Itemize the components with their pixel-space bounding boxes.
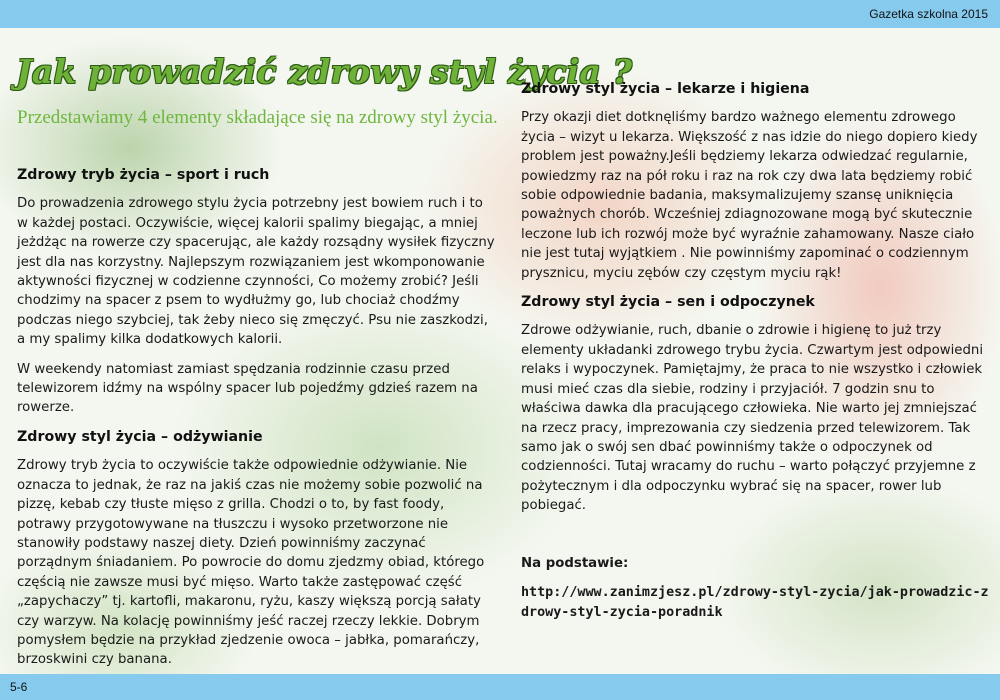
- paragraph: Zdrowe odżywianie, ruch, dbanie o zdrowie i higienę to już trzy elementy układanki zdrowego trybu życia. Czwartym jest odpowiedni relaks i wypoczynek. Pamiętajmy, że praca to nie wszystko i człowiek musi mieć czas dla siebie, rodziny i przyjaciół. 7 godzin snu to właściwa dawka dla pracującego człowieka. Nie warto jej zmniejszać na rzecz pracy, imprezowania czy siedzenia przed telewizorem. Tak samo jak o swój sen dbać powinniśmy także o odpoczynek od codzienności. Tutaj wracamy do ruchu – warto połączyć przyjemne z pożytecznym i dla odpoczynku wybrać się na spacer, rower lub pobiegać.: [521, 323, 984, 514]
- left-column: [17, 166, 495, 680]
- section-nutrition: [17, 428, 495, 670]
- section-heading: Zdrowy styl życia – lekarze i higiena: [521, 81, 810, 97]
- page-number: 5-6: [10, 680, 28, 694]
- section-doctors-hygiene: [521, 80, 991, 283]
- section-sport: [17, 166, 495, 418]
- paragraph: Przy okazji diet dotknęliśmy bardzo ważnego elementu zdrowego życia – wizyt u lekarza. Większość z nas idzie do niego dopiero kiedy problem jest poważny.Jeśli będziemy lekarza odwiedzać regularnie, powiedzmy raz na pół roku i raz na rok czy dwa lata będziemy robić sobie odpowiednie badania, maksymalizujemy szansę uniknięcia poważnych chorób. Wcześniej zdiagnozowane mogą być skutecznie leczone lub ich rozwój może być wyraźnie zahamowany. Nasze ciało nie jest tutaj wyjątkiem . Nie powinniśmy zapominać o codziennym prysznicu, myciu zębów czy częstym myciu rąk!: [521, 110, 978, 281]
- publication-name: Gazetka szkolna 2015: [869, 7, 988, 21]
- paragraph: W weekendy natomiast zamiast spędzania rodzinnie czasu przed telewizorem idźmy na wspólny spacer lub pojedźmy gdzieś razem na rowerze.: [17, 361, 478, 416]
- section-heading: Zdrowy tryb życia – sport i ruch: [17, 167, 270, 183]
- article-title: Jak prowadzić zdrowy styl życia ?: [16, 52, 633, 91]
- source-link[interactable]: http://www.zanimzjesz.pl/zdrowy-styl-zycia/jak-prowadzic-zdrowy-styl-zycia-poradnik: [521, 584, 989, 620]
- paragraph: Do prowadzenia zdrowego stylu życia potrzebny jest bowiem ruch i to w każdej postaci. Oczywiście, więcej kalorii spalimy biegając, a mniej jeżdżąc na rowerze czy spacerując, ale każdy rozsądny wysiłek fizyczny jest dla nas korzystny. Najlepszym rozwiązaniem jest wkomponowanie aktywności fizycznej w codzienne czynności, Co możemy zrobić? Jeśli chodzimy na spacer z psem to wydłużmy go, lub chociaż chodźmy podczas niego szybciej, tak żeby nieco się zmęczyć. Psu nie zaszkodzi, a my spalimy kilka dodatkowych kalorii.: [17, 196, 495, 348]
- article-subtitle: Przedstawiamy 4 elementy składające się na zdrowy styl życia.: [17, 107, 498, 128]
- paragraph: Zdrowy tryb życia to oczywiście także odpowiednie odżywianie. Nie oznacza to jednak, że raz na jakiś czas nie możemy sobie pozwolić na pizzę, kebab czy tłuste mięso z grilla. Chodzi o to, by fast foody, potrawy przygotowywane na tłuszczu i wysoko przetworzone nie stanowiły podstawy naszej diety. Dzień powinniśmy zaczynać porządnym śniadaniem. Po powrocie do domu zjedzmy obiad, którego częścią nie zawsze musi być mięso. Warto także zastępować część „zapychaczy” tj. kartofli, makaronu, ryżu, kaszy większą porcją sałaty czy warzyw. Na kolację powinniśmy jeść raczej rzeczy lekkie. Dobrym pomysłem będzie na przykład zjedzenie owoca – jabłka, pomarańczy, brzoskwini czy banana.: [17, 458, 485, 668]
- footer-bar: [0, 674, 1000, 700]
- header-bar: [0, 0, 1000, 28]
- section-heading: Zdrowy styl życia – odżywianie: [17, 428, 263, 445]
- right-column: [521, 80, 991, 623]
- section-heading: Zdrowy styl życia – sen i odpoczynek: [521, 294, 815, 311]
- section-sleep-rest: [521, 293, 991, 515]
- sources-label: Na podstawie:: [521, 555, 629, 571]
